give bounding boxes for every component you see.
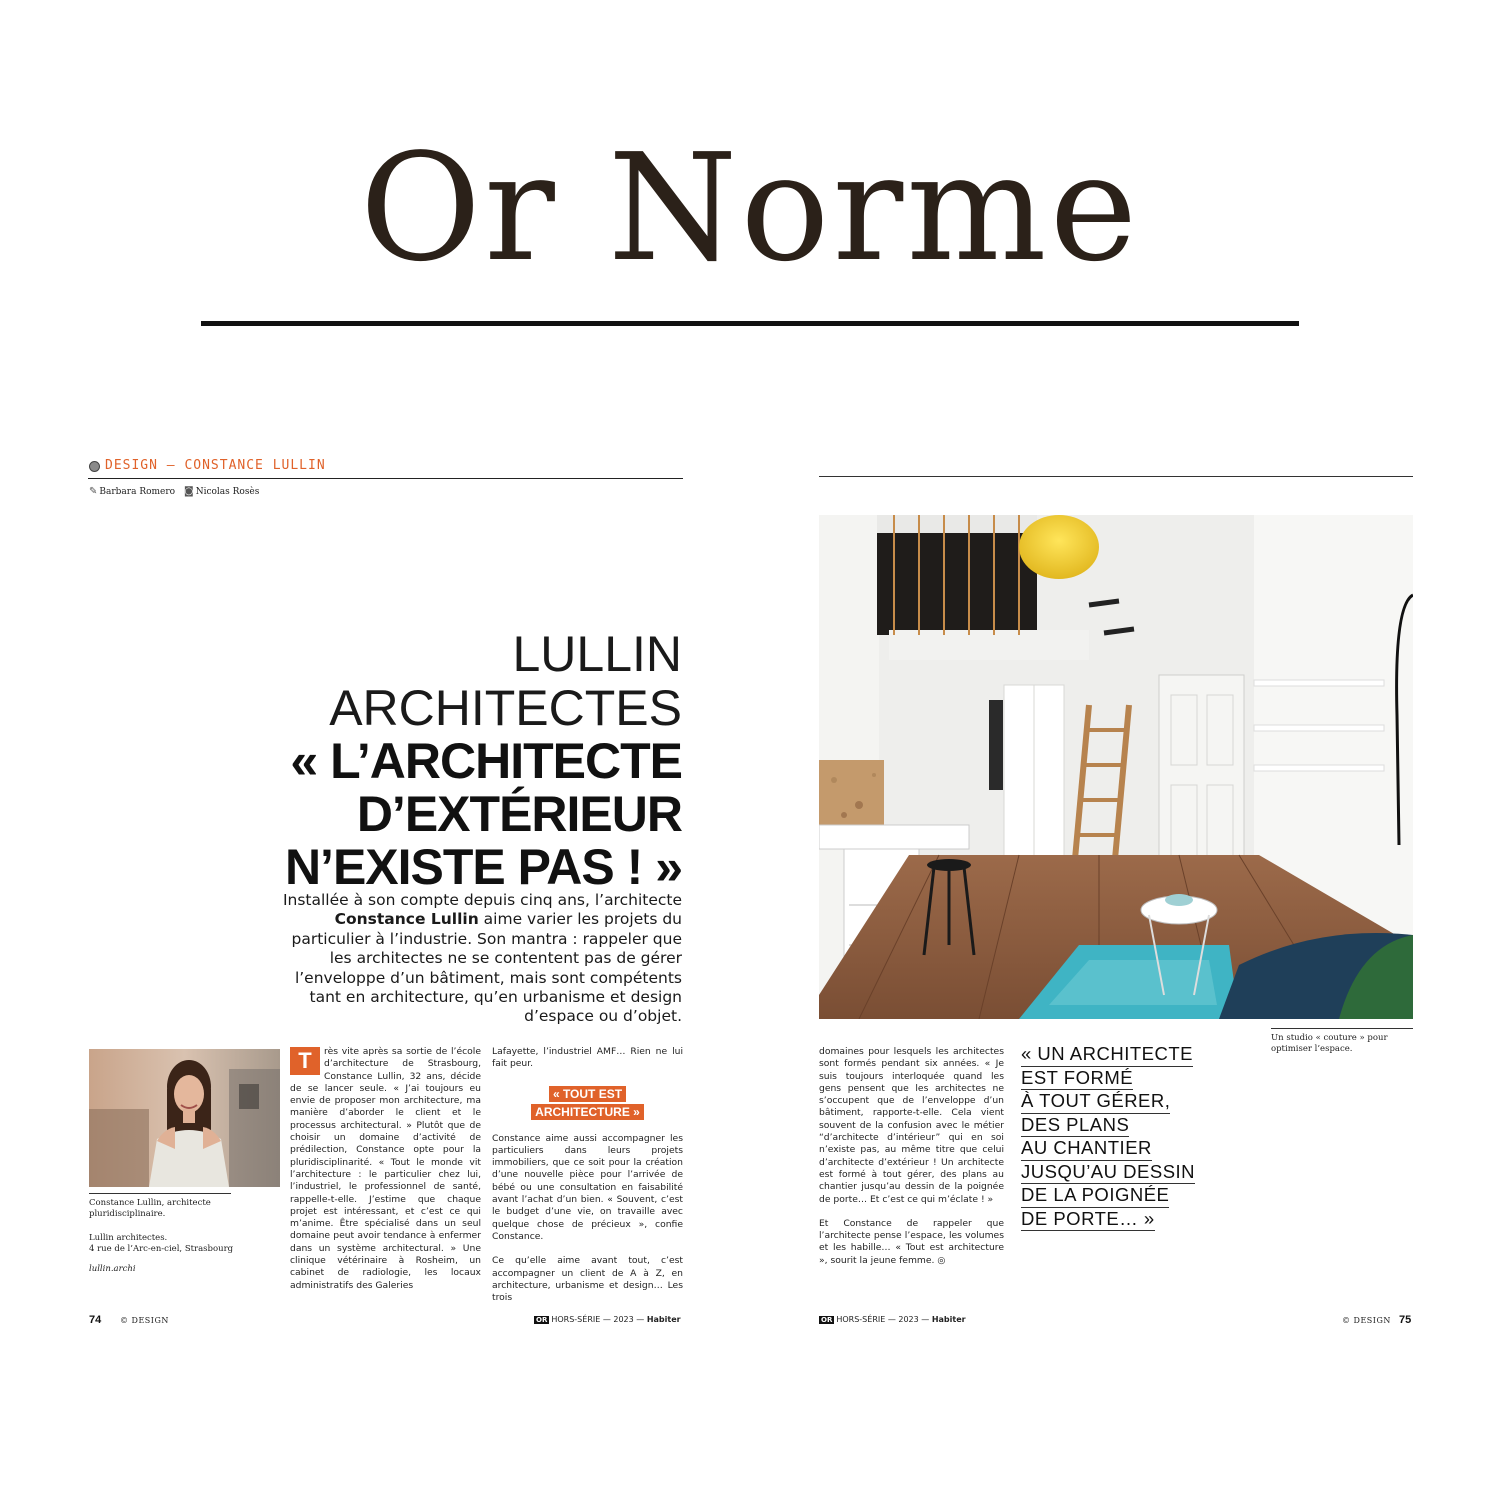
address-line-1: Lullin architectes. (89, 1233, 168, 1243)
magazine-logo-icon: OR (821, 1316, 833, 1324)
title-quote-1: « L’ARCHITECTE (290, 733, 682, 789)
pull-quote-line: DE LA POIGNÉE (1021, 1184, 1169, 1208)
deck-part-1: Installée à son compte depuis cinq ans, l’architecte (282, 891, 682, 909)
portrait-photo (89, 1049, 280, 1187)
footer-issue-text: HORS-SÉRIE — 2023 — (551, 1315, 645, 1324)
subhead-line-1: « TOUT EST (549, 1086, 626, 1102)
pull-quote (1021, 1043, 1251, 1231)
footer-issue-right (819, 1315, 966, 1324)
pencil-icon: ✎ (89, 486, 98, 497)
column-1-text: rès vite après sa sortie de l’école d’architecture de Strasbourg, Constance Lullin, 32 ans, décide de se lancer seule. « J’ai toujours eu envie de proposer mon architecture, ma manière d’aborder le client et le processus architectural. » Plutôt que de choisir un domaine d’activité de prédilection, Constance opte pour la pluridisciplinarité. « Tout le monde vit l’architecture : le particulier chez lui, l’industriel, le professionnel de santé, rappelle-t-elle. J’estime que chaque projet est intéressant, et c’est ce qui m’anime. Être spécialisé dans un seul domaine peut avoir tendance à enfermer dans un système architectural. » Une clinique vétérinaire à Rosheim, un cabinet de radiologie, les locaux administratifs des Galeries (290, 1046, 481, 1291)
pull-quote-line: DE PORTE… » (1021, 1208, 1155, 1232)
pull-quote-line: JUSQU’AU DESSIN (1021, 1161, 1195, 1185)
footer-section-right: © DESIGN (1342, 1316, 1391, 1325)
masthead-rule (201, 321, 1299, 326)
footer-section-left: © DESIGN (120, 1316, 169, 1325)
footer-issue-title: Habiter (931, 1315, 966, 1324)
title-quote-3: N’EXISTE PAS ! » (284, 839, 682, 895)
right-page-rule (819, 476, 1413, 477)
footer-issue-text: HORS-SÉRIE — 2023 — (836, 1315, 930, 1324)
website-link[interactable]: lullin.archi (89, 1264, 136, 1274)
dropcap: T (290, 1047, 320, 1075)
title-line-1: LULLIN (512, 626, 682, 682)
magazine-logo-icon: OR (536, 1316, 548, 1324)
studio-photo (819, 515, 1413, 1019)
portrait-caption-rule (89, 1193, 231, 1194)
subhead-line-2: ARCHITECTURE » (531, 1104, 644, 1120)
deck-name: Constance Lullin (334, 910, 479, 929)
column-3-para-2: Et Constance de rappeler que l’architecte pense l’espace, les volumes et les habille… « Tout est architecture », sourit la jeune femme. ◎ (819, 1217, 1004, 1266)
credits (89, 486, 259, 497)
pull-quote-line: EST FORMÉ (1021, 1067, 1133, 1091)
body-column-2 (492, 1046, 683, 1316)
body-column-3 (819, 1046, 1004, 1279)
masthead-title: Or Norme (359, 122, 1141, 294)
column-2-para-2: Constance aime aussi accompagner les particuliers dans leurs projets immobiliers, que ce soit pour la création d’une nouvelle pièce pour l’arrivée de bébé ou une consultation en faisabilité avant l’achat d’un bien. « Souvent, c’est le budget d’une vie, on travaille avec quelque chose de précieux », confie Constance. (492, 1132, 683, 1242)
camera-icon: ◙ (183, 486, 194, 497)
author-credit: Barbara Romero (99, 487, 176, 497)
title-quote-2: D’EXTÉRIEUR (356, 786, 682, 842)
section-dot-icon (89, 461, 100, 472)
pull-quote-line: AU CHANTIER (1021, 1137, 1152, 1161)
photographer-credit: Nicolas Rosès (195, 487, 260, 497)
subhead (492, 1085, 683, 1121)
photo-caption: Un studio « couture » pour optimiser l’espace. (1271, 1033, 1388, 1054)
article-title (252, 627, 682, 894)
page-number-right: 75 (1399, 1314, 1412, 1326)
address-line-2: 4 rue de l’Arc-en-ciel, Strasbourg (89, 1244, 234, 1254)
footer-issue-title: Habiter (646, 1315, 681, 1324)
column-2-para-3: Ce qu’elle aime avant tout, c’est accompagner un client de A à Z, en architecture, urbanisme et design… Les trois (492, 1255, 683, 1304)
body-column-1 (290, 1046, 481, 1292)
deck-part-2: aime varier les projets du particulier à l’industrie. Son mantra : rappeler que les architectes ne se contentent pas de gérer l’enveloppe d’un bâtiment, mais sont compétents tant en architecture, qu’en urbanisme et design d’espace ou d’objet. (291, 910, 682, 1026)
pull-quote-line: À TOUT GÉRER, (1021, 1090, 1170, 1114)
article-deck (272, 891, 682, 1027)
footer-issue-left (534, 1315, 681, 1324)
column-3-para-1: domaines pour lesquels les architectes sont formés pendant six années. « Je suis toujours interloquée quand les gens pensent que les architectes ne s’occupent que de l’enveloppe d’un bâtiment, rapporte-t-elle. Cela vient souvent de la confusion avec le métier “d’architecte d’intérieur” qui en soi n’existe pas, au même titre que celui d’architecte d’extérieur ! Un architecte est formé à tout gérer, des plans au chantier jusqu’au dessin de la poignée de porte… Et c’est ce qui m’éclate ! » (819, 1046, 1004, 1205)
pull-quote-line: « UN ARCHITECTE (1021, 1043, 1193, 1067)
portrait-caption: Constance Lullin, architecte pluridisciplinaire. (89, 1198, 211, 1219)
title-line-2: ARCHITECTES (329, 680, 682, 736)
pull-quote-line: DES PLANS (1021, 1114, 1129, 1138)
column-2-para-1: Lafayette, l’industriel AMF… Rien ne lui fait peur. (492, 1046, 683, 1070)
page-number-left: 74 (89, 1314, 102, 1326)
photo-caption-rule (1271, 1028, 1413, 1029)
section-label: DESIGN – CONSTANCE LULLIN (105, 458, 326, 473)
